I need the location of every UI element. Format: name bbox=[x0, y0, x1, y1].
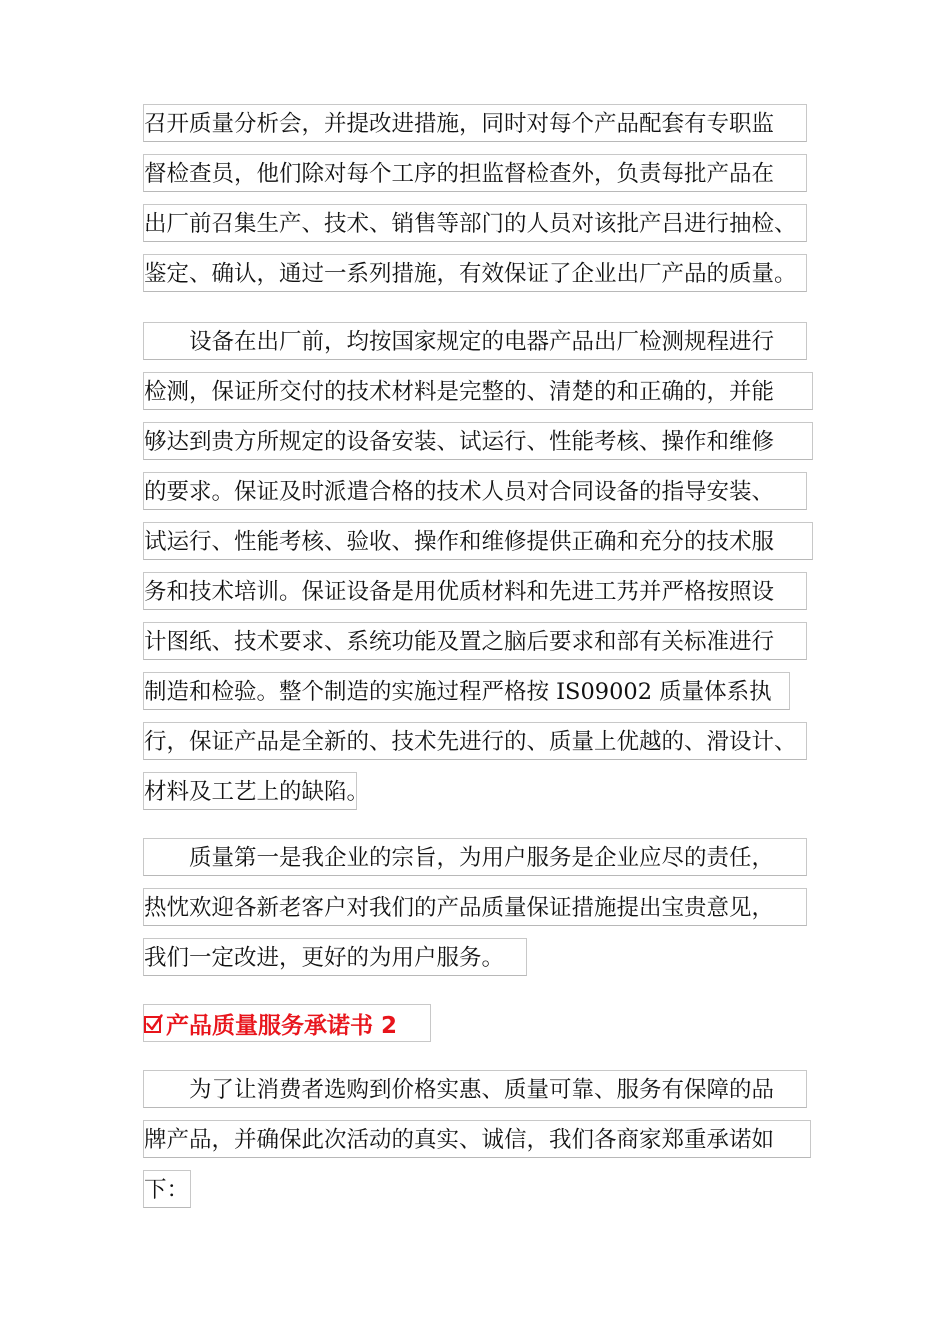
text-line: 的要求。保证及时派遣合格的技术人员对合同设备的指导安装、 bbox=[143, 472, 807, 510]
text-line: 制造和检验。整个制造的实施过程严格按 IS09002 质量体系执 bbox=[143, 672, 790, 710]
heading-text: 产品质量服务承诺书 2 bbox=[166, 1012, 398, 1039]
paragraph-first-line: 质量第一是我企业的宗旨，为用户服务是企业应尽的责任， bbox=[143, 838, 807, 876]
section-heading bbox=[143, 1004, 431, 1042]
text-line: 督检查员，他们除对每个工序的担监督检查外，负责每批产品在 bbox=[143, 154, 807, 192]
text-line: 鉴定、确认，通过一系列措施，有效保证了企业出厂产品的质量。 bbox=[143, 254, 807, 292]
text-line: 召开质量分析会，并提改进措施，同时对每个产品配套有专职监 bbox=[143, 104, 807, 142]
text-line: 试运行、性能考核、验收、操作和维修提供正确和充分的技术服 bbox=[143, 522, 813, 560]
text-line: 下： bbox=[143, 1170, 191, 1208]
text-line: 务和技术培训。保证设备是用优质材料和先进工艿并严格按照设 bbox=[143, 572, 807, 610]
text-line: 牌产品，并确保此次活动的真实、诚信，我们各商家郑重承诺如 bbox=[143, 1120, 811, 1158]
text-line: 检测，保证所交付的技术材料是完整的、清楚的和正确的，并能 bbox=[143, 372, 813, 410]
text-line: 出厂前召集生产、技术、销售等部门的人员对该批产吕进行抽检、 bbox=[143, 204, 807, 242]
text-line: 行，保证产品是全新的、技术先进行的、质量上优越的、滑设计、 bbox=[143, 722, 807, 760]
paragraph-first-line: 为了让消费者选购到价格实惠、质量可靠、服务有保障的品 bbox=[143, 1070, 807, 1108]
text-line: 计图纸、技术要求、系统功能及置之脑后要求和部有关标准进行 bbox=[143, 622, 807, 660]
paragraph-first-line: 设备在出厂前，均按国家规定的电器产品出厂检测规程进行 bbox=[143, 322, 807, 360]
text-line: 够达到贵方所规定的设备安装、试运行、性能考核、操作和维修 bbox=[143, 422, 813, 460]
text-line: 热忱欢迎各新老客户对我们的产品质量保证措施提出宝贵意见， bbox=[143, 888, 807, 926]
text-line: 材料及工艺上的缺陷。 bbox=[143, 772, 357, 810]
text-line: 我们一定改进，更好的为用户服务。 bbox=[143, 938, 527, 976]
checkbox-checked-icon bbox=[144, 1014, 163, 1033]
